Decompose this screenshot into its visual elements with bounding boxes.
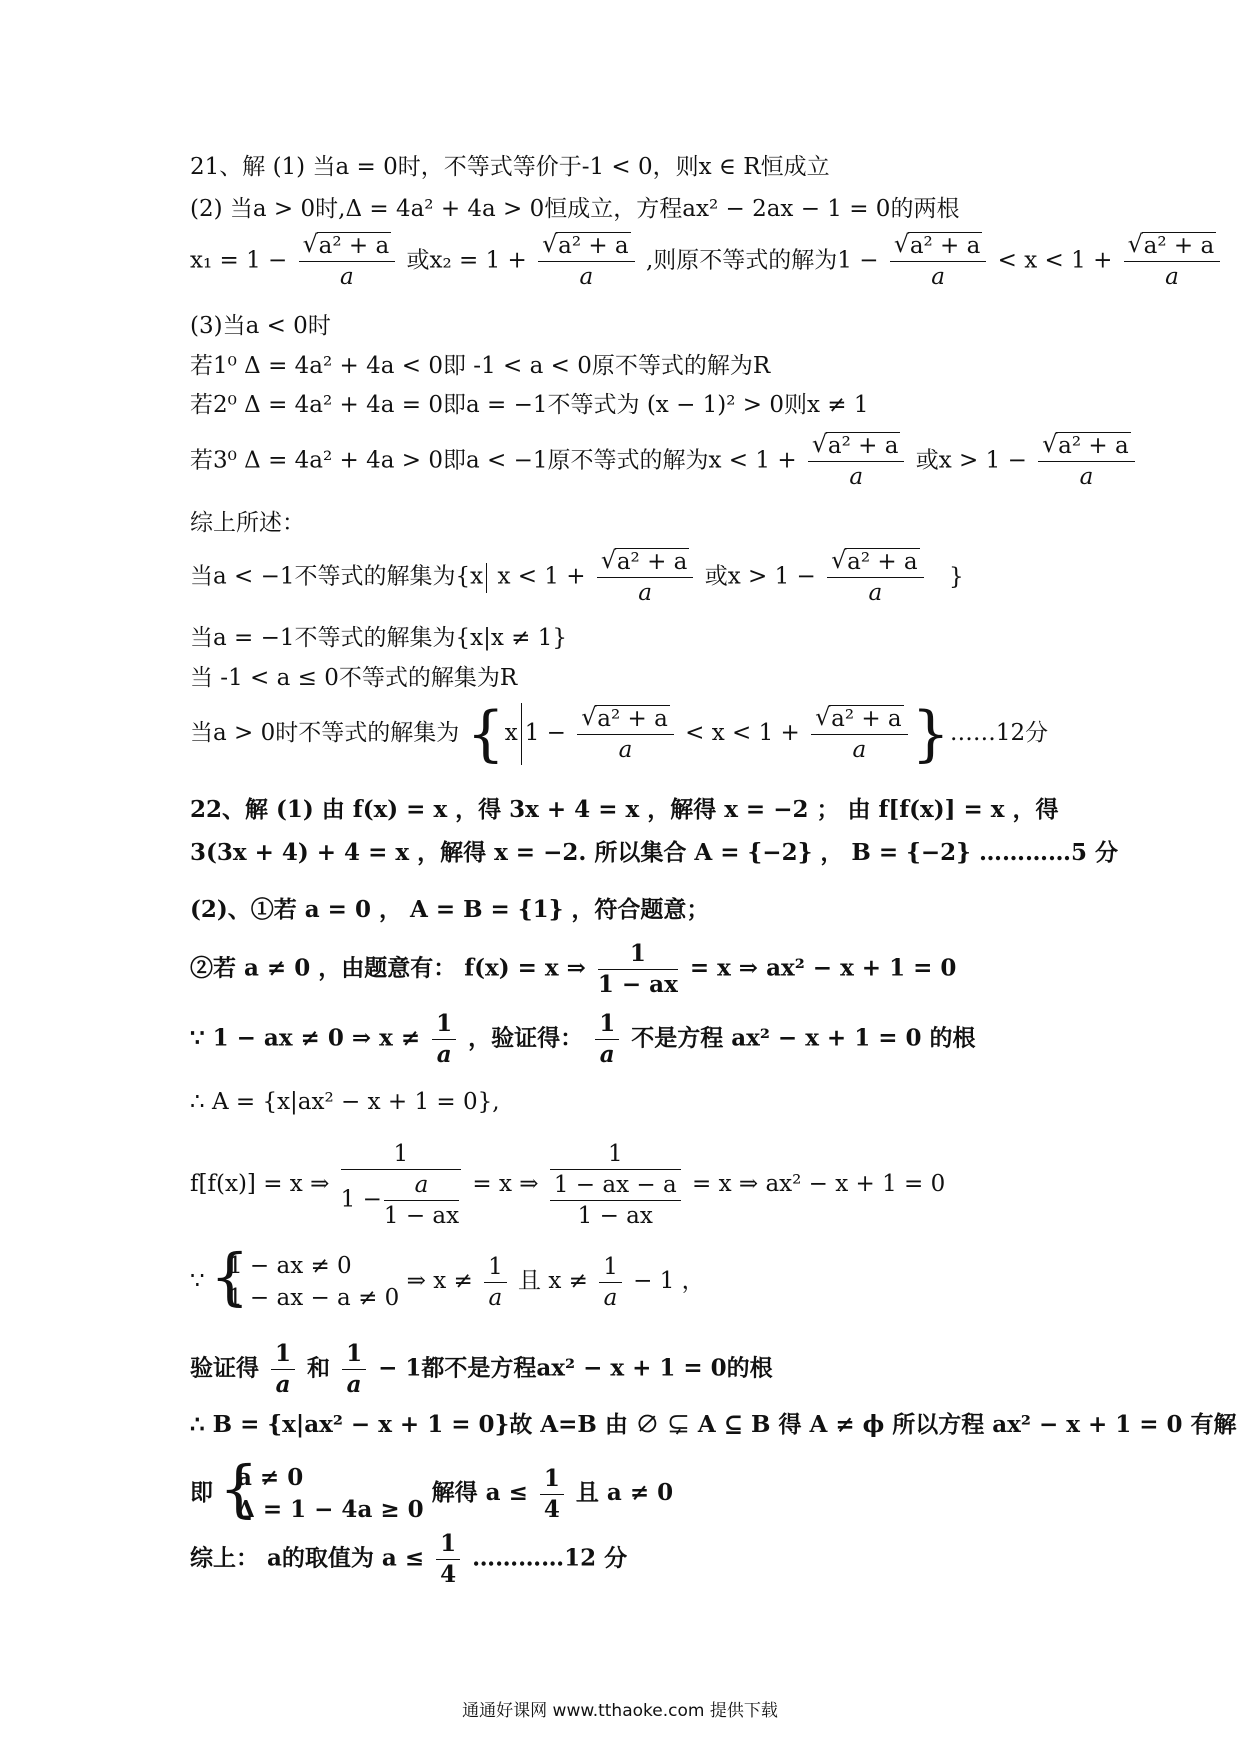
fraction: $\frac{1}{4}$: [540, 1465, 564, 1524]
text-seg: ∵ 1 − ax ≠ 0 ⇒ x ≠: [190, 1024, 421, 1052]
p21-line-8: 综上所述：: [190, 510, 305, 536]
text-seg: 解得 a ≤: [431, 1479, 528, 1506]
fraction: $\frac{1}{1 - ax}$: [597, 940, 678, 998]
text-seg: < x < 1 +: [685, 720, 800, 746]
text-seg: 且 x ≠: [518, 1268, 588, 1294]
text-seg: = x ⇒ ax² − x + 1 = 0: [689, 954, 957, 982]
text-seg: x: [504, 720, 518, 746]
text-seg: 当a > 0时不等式的解集为: [190, 720, 460, 746]
fraction: √ $\frac{\text{a² + a}}{a}$: [1038, 432, 1135, 491]
text-seg: f[f(x)] = x ⇒: [190, 1171, 330, 1197]
p21-line-12: [190, 699, 1049, 769]
text-seg: x₁ = 1 −: [190, 247, 288, 274]
text-seg: ，验证得：: [468, 1024, 584, 1052]
p22-line-2: 3(3x + 4) + 4 = x ，解得 x = −2. 所以集合 A = {−2} ， B = {−2} …………5 分: [190, 839, 1118, 866]
p21-line-10: 当a = −1不等式的解集为{x|x ≠ 1}: [190, 625, 567, 651]
p21-line-6: 若2⁰ Δ = 4a² + 4a = 0即a = −1不等式为 (x − 1)² > 0则x ≠ 1: [190, 392, 869, 418]
text-seg: 或x > 1 −: [915, 447, 1027, 474]
text-seg: ②若 a ≠ 0 ，由题意有： f(x) = x ⇒: [190, 954, 586, 982]
p22-line-1: 22、解 (1) 由 f(x) = x ，得 3x + 4 = x ，解得 x = −2 ； 由 f[f(x)] = x ，得: [190, 796, 1059, 823]
p22-line-4: [190, 940, 956, 999]
p22-line-9: [190, 1340, 773, 1399]
text-seg: ,则原不等式的解为1 −: [645, 247, 879, 274]
footer-credit: 通通好课网 www.tthaoke.com 提供下载: [462, 1701, 778, 1721]
fraction: √ $\frac{\text{a² + a}}{a}$: [1124, 232, 1221, 291]
fraction: √ $\frac{\text{a² + a}}{a}$: [811, 705, 908, 764]
p21-line-3: [190, 232, 1224, 291]
p21-line-11: 当 -1 < a ≤ 0不等式的解集为R: [190, 665, 518, 691]
fraction: $\frac{1}{a}$: [432, 1010, 456, 1069]
fraction: $\frac{1}{a}$: [599, 1253, 622, 1312]
left-brace: {: [466, 699, 505, 769]
fraction: √ $\frac{\text{a² + a}}{a}$: [808, 432, 905, 491]
text-seg: 即: [190, 1479, 213, 1506]
p22-line-12: [190, 1530, 627, 1589]
text-seg: − 1都不是方程ax² − x + 1 = 0的根: [378, 1354, 773, 1382]
p21-line-2: (2) 当a > 0时,Δ = 4a² + 4a > 0恒成立，方程ax² − 2ax − 1 = 0的两根: [190, 196, 960, 222]
text-seg: 1 −: [524, 720, 566, 746]
fraction: $\frac{1}{a}$: [342, 1340, 366, 1399]
text-seg: }: [948, 563, 964, 590]
text-seg: 验证得: [190, 1354, 259, 1382]
p22-line-7: [190, 1140, 945, 1230]
equation-system: { 1 − ax ≠ 0 1 − ax − a ≠ 0: [212, 1250, 399, 1314]
p21-line-5: 若1⁰ Δ = 4a² + 4a < 0即 -1 < a < 0原不等式的解为R: [190, 353, 771, 379]
p22-line-5: [190, 1010, 976, 1069]
fraction: $\frac{1}{a}$: [484, 1253, 507, 1312]
p22-line-8: [190, 1250, 705, 1314]
text-seg: ⇒ x ≠: [406, 1268, 473, 1294]
fraction: √ $\frac{\text{a² + a}}{a}$: [827, 548, 924, 607]
fraction: $\frac{1}{a}$: [595, 1010, 619, 1069]
equation-system: { a ≠ 0 Δ = 1 − 4a ≥ 0: [221, 1462, 424, 1526]
fraction: $\frac{1}{\frac{1 - ax - a}{1 - ax}}$: [550, 1140, 681, 1230]
text-seg: = x ⇒: [472, 1171, 539, 1197]
text-seg: 或x > 1 −: [704, 563, 816, 590]
fraction: √ $\frac{\text{a² + a}}{a}$: [299, 232, 396, 291]
text-seg: ∵: [190, 1268, 205, 1294]
fraction: √ $\frac{\text{a² + a}}{a}$: [890, 232, 987, 291]
set-bar: [486, 563, 487, 593]
text-seg: 不是方程 ax² − x + 1 = 0 的根: [631, 1024, 976, 1052]
text-seg: 且 a ≠ 0: [575, 1479, 674, 1506]
fraction: $\frac{1}{4}$: [436, 1530, 460, 1589]
text-seg: = x ⇒ ax² − x + 1 = 0: [692, 1171, 946, 1197]
fraction: 1 1 − $\frac{a}{1 - ax}$: [340, 1141, 460, 1229]
fraction: $\frac{1}{a}$: [271, 1340, 295, 1399]
text-seg: 综上： a的取值为 a ≤: [190, 1544, 425, 1572]
p21-line-4: (3)当a < 0时: [190, 313, 331, 339]
p21-line-7: [190, 432, 1139, 491]
text-seg: 若3⁰ Δ = 4a² + 4a > 0即a < −1原不等式的解为x < 1 +: [190, 447, 797, 474]
set-bar: [521, 703, 522, 765]
text-seg: 或x₂ = 1 +: [406, 247, 527, 274]
p22-line-6: ∴ A = {x|ax² − x + 1 = 0},: [190, 1089, 500, 1115]
text-seg: 和: [307, 1354, 331, 1382]
fraction: √ $\frac{\text{a² + a}}{a}$: [577, 705, 674, 764]
text-seg: …………12 分: [472, 1544, 628, 1572]
text-seg: x < 1 +: [497, 563, 586, 590]
fraction: √ $\frac{\text{a² + a}}{a}$: [597, 548, 694, 607]
p22-line-10: ∴ B = {x|ax² − x + 1 = 0}故 A=B 由 ∅ ⊊ A ⊆ B 得 A ≠ ϕ 所以方程 ax² − x + 1 = 0 有解: [190, 1411, 1237, 1438]
right-brace: }: [911, 699, 950, 769]
text-seg: − 1 ，: [633, 1268, 705, 1294]
text-seg: < x < 1 +: [997, 247, 1113, 274]
p22-line-3: (2)、①若 a = 0 ， A = B = {1} ，符合题意；: [190, 896, 710, 923]
text-seg: 当a < −1不等式的解集为{x: [190, 563, 484, 590]
p22-line-11: [190, 1462, 673, 1526]
text-seg: ……12分: [949, 720, 1049, 746]
p21-line-1: 21、解 (1) 当a = 0时，不等式等价于-1 < 0，则x ∈ R恒成立: [190, 154, 830, 180]
p21-line-9: [190, 548, 964, 607]
fraction: √ $\frac{\text{a² + a}}{a}$: [538, 232, 635, 291]
